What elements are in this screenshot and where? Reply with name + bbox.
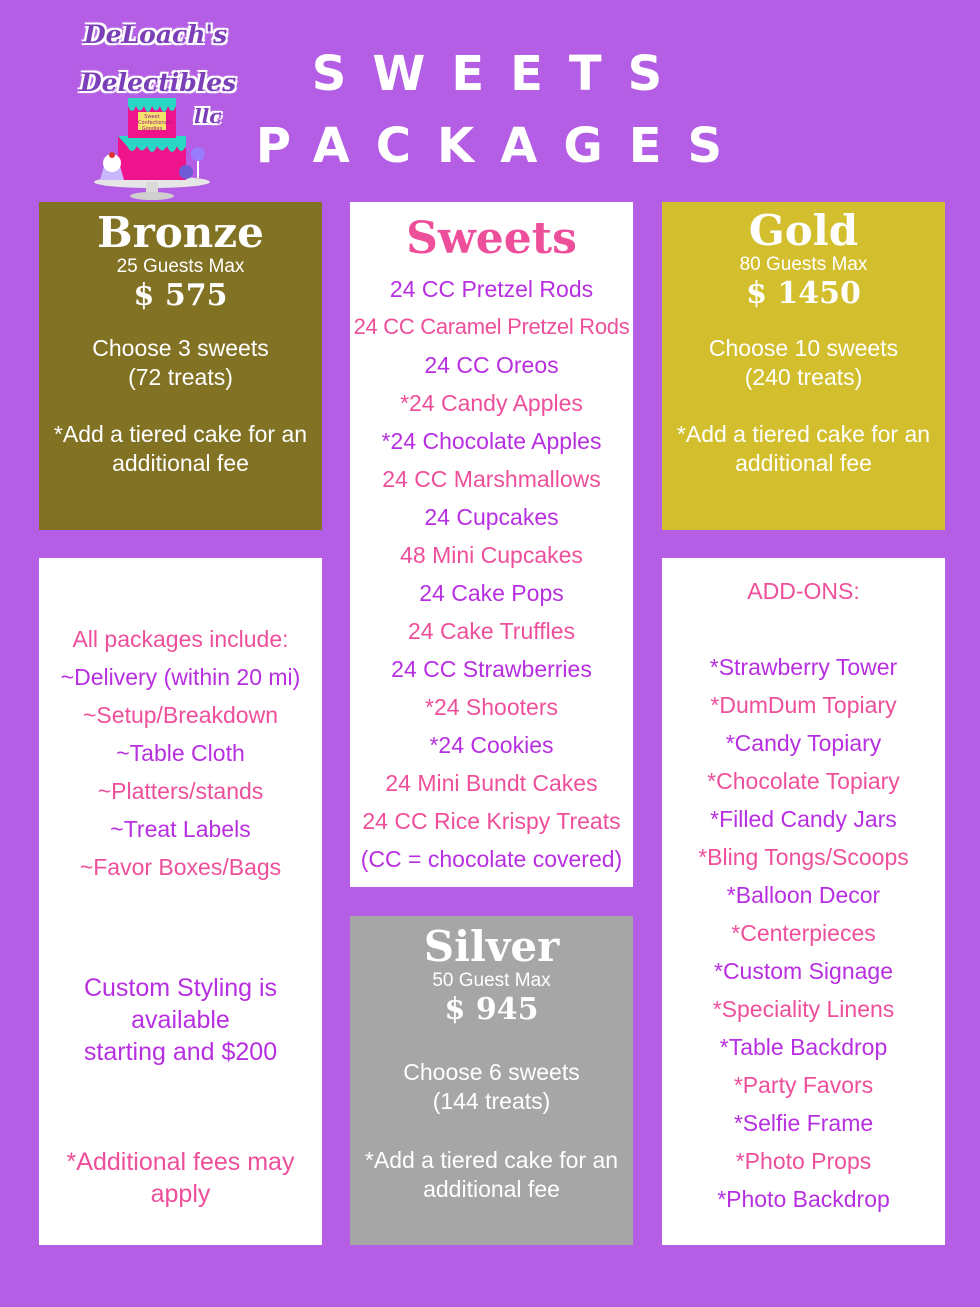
add-on-item: *Balloon Decor [726, 882, 881, 908]
add-on-item: *Party Favors [733, 1072, 874, 1098]
sweets-item: 24 Cupcakes [424, 504, 559, 530]
gold-treats: (240 treats) [744, 364, 863, 390]
sweets-item: *24 Candy Apples [400, 390, 583, 416]
logo-text-line2: Delectibles [80, 68, 237, 97]
includes-item: ~Setup/Breakdown [83, 702, 278, 728]
sweets-item: 24 CC Caramel Pretzel Rods [353, 314, 630, 339]
bronze-choose: Choose 3 sweets [92, 335, 269, 361]
includes-item: ~Table Cloth [116, 740, 245, 766]
logo-text-line3: llc [194, 104, 222, 128]
silver-note-line2: additional fee [423, 1176, 560, 1202]
bronze-name: Bronze [97, 208, 264, 257]
logo-text-line1: DeLoach's [84, 20, 228, 49]
sweets-menu-card [350, 202, 633, 887]
sweets-item: *24 Chocolate Apples [381, 428, 602, 454]
bronze-price: $ 575 [133, 278, 228, 313]
sweets-item: 24 Cake Truffles [407, 618, 576, 644]
sweets-item: 24 CC Oreos [424, 352, 559, 378]
sweets-item: 24 CC Marshmallows [382, 466, 601, 492]
sweets-item: 24 Mini Bundt Cakes [385, 770, 598, 796]
silver-price: $ 945 [444, 992, 539, 1027]
package-includes-card [39, 558, 322, 1245]
silver-name: Silver [423, 922, 560, 971]
bronze-treats: (72 treats) [128, 364, 233, 390]
bronze-guests: 25 Guests Max [116, 256, 245, 277]
sweets-title: Sweets [406, 213, 577, 264]
bronze-note-line1: *Add a tiered cake for an [53, 421, 308, 447]
sweets-item: 48 Mini Cupcakes [400, 542, 583, 568]
page-title-line2: PACKAGES [255, 118, 749, 174]
includes-item: ~Platters/stands [97, 778, 264, 804]
includes-heading: All packages include: [72, 626, 289, 652]
gold-choose: Choose 10 sweets [708, 335, 899, 361]
sweets-item: 24 CC Pretzel Rods [389, 276, 594, 302]
gold-name: Gold [748, 206, 859, 255]
gold-note-line2: additional fee [735, 450, 872, 476]
includes-item: ~Delivery (within 20 mi) [60, 664, 301, 690]
sweets-item: 24 CC Rice Krispy Treats [362, 808, 621, 834]
silver-choose: Choose 6 sweets [403, 1059, 580, 1085]
silver-package-card [350, 916, 633, 1245]
add-on-item: *Filled Candy Jars [710, 806, 897, 832]
custom-styling-line3: starting and $200 [83, 1038, 278, 1066]
add-ons-card [662, 558, 945, 1245]
sweets-item: 24 Cake Pops [419, 580, 564, 606]
additional-fees-line2: apply [150, 1180, 211, 1208]
bronze-package-card [39, 202, 322, 530]
add-on-item: *Photo Backdrop [717, 1186, 890, 1212]
add-on-item: *Bling Tongs/Scoops [698, 844, 909, 870]
gold-price: $ 1450 [746, 276, 861, 311]
custom-styling-line1: Custom Styling is [83, 974, 278, 1002]
includes-item: ~Treat Labels [110, 816, 251, 842]
silver-guests: 50 Guest Max [432, 970, 551, 991]
sweets-item: *24 Shooters [425, 694, 558, 720]
add-on-item: *Selfie Frame [733, 1110, 874, 1136]
sweets-item: 24 CC Strawberries [391, 656, 592, 682]
includes-item: ~Favor Boxes/Bags [79, 854, 282, 880]
add-on-item: *Photo Props [735, 1148, 872, 1174]
add-on-item: *Custom Signage [714, 958, 893, 984]
add-on-item: *Strawberry Tower [709, 654, 898, 680]
add-on-item: *DumDum Topiary [710, 692, 897, 718]
sweets-legend: (CC = chocolate covered) [360, 846, 623, 872]
add-ons-heading: ADD-ONS: [747, 578, 860, 604]
gold-package-card [662, 202, 945, 530]
add-on-item: *Candy Topiary [725, 730, 882, 756]
add-on-item: *Centerpieces [731, 920, 876, 946]
custom-styling-line2: available [131, 1006, 230, 1034]
sweets-item: *24 Cookies [429, 732, 554, 758]
gold-guests: 80 Guests Max [739, 254, 868, 275]
page-title-line1: SWEETS [311, 46, 689, 102]
gold-note-line1: *Add a tiered cake for an [676, 421, 931, 447]
logo-tagline: Sweet Confectionary Goodies [138, 114, 173, 132]
add-on-item: *Speciality Linens [712, 996, 895, 1022]
silver-note-line1: *Add a tiered cake for an [364, 1147, 619, 1173]
add-on-item: *Chocolate Topiary [707, 768, 900, 794]
bronze-note-line2: additional fee [112, 450, 249, 476]
additional-fees-line1: *Additional fees may [66, 1148, 295, 1176]
add-on-item: *Table Backdrop [719, 1034, 888, 1060]
silver-treats: (144 treats) [432, 1088, 551, 1114]
